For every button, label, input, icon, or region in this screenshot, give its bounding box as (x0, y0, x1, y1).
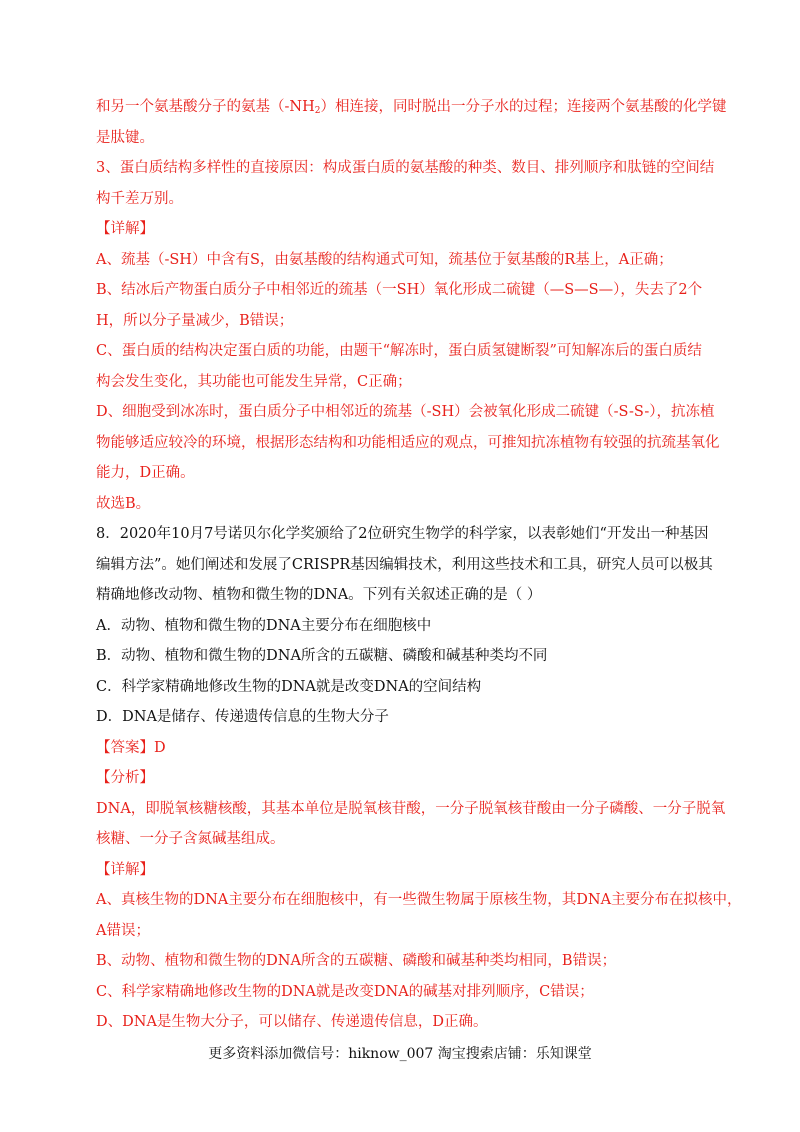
page-footer: 更多资料添加微信号：hiknow_007 淘宝搜索店铺：乐知课堂 (208, 1046, 592, 1062)
detail1-conclusion: 故选B。 (96, 495, 151, 512)
question8-option-a: A．动物、植物和微生物的DNA主要分布在细胞核中 (96, 617, 432, 634)
question8-line-1: 8．2020年10月7号诺贝尔化学奖颁给了2位研究生物学的科学家，以表彰她们“开发出一种基因 (96, 526, 709, 542)
analysis-heading: 【分析】 (96, 770, 154, 786)
detail2-option-a-line-2: A错误； (96, 922, 150, 939)
detail1-option-b-line-2: H，所以分子量减少，B错误； (96, 312, 294, 329)
detail-heading-1: 【详解】 (96, 221, 154, 237)
detail1-option-d-line-1: D、细胞受到冰冻时，蛋白质分子中相邻近的巯基（-SH）会被氧化形成二硫键（-S-S-），抗冻植 (96, 404, 715, 420)
question8-option-b: B．动物、植物和微生物的DNA所含的五碳糖、磷酸和碱基种类均不同 (96, 648, 548, 664)
detail1-option-d-line-2: 物能够适应较冷的环境，根据形态结构和功能相适应的观点，可推知抗冻植物有较强的抗巯基氧化 (96, 434, 720, 451)
question8-line-3: 精确地修改动物、植物和微生物的DNA。下列有关叙述正确的是（ ） (96, 587, 542, 603)
detail1-option-c-line-2: 构会发生变化，其功能也可能发生异常，C正确； (96, 373, 412, 390)
analysis-line-1: DNA，即脱氧核糖核酸，其基本单位是脱氧核苷酸，一分子脱氧核苷酸由一分子磷酸、一分子脱氧 (96, 800, 726, 817)
detail2-option-a-line-1: A、真核生物的DNA主要分布在细胞核中，有一些微生物属于原核生物，其DNA主要分布在拟核中， (96, 892, 742, 908)
detail2-option-d: D、DNA是生物大分子，可以储存、传递遗传信息，D正确。 (96, 1014, 488, 1030)
question8-option-d: D．DNA是储存、传递遗传信息的生物大分子 (96, 709, 389, 725)
detail2-option-c: C、科学家精确地修改生物的DNA就是改变DNA的碱基对排列顺序，C错误； (96, 983, 594, 1000)
question8-option-c: C．科学家精确地修改生物的DNA就是改变DNA的空间结构 (96, 678, 482, 695)
detail1-option-a: A、巯基（-SH）中含有S，由氨基酸的结构通式可知，巯基位于氨基酸的R基上，A正确； (96, 251, 673, 268)
intro-line-1-post: ）相连接，同时脱出一分子水的过程；连接两个氨基酸的化学键 (320, 99, 727, 115)
intro-line-1-pre: 和另一个氨基酸分子的氨基（-NH (96, 99, 315, 115)
intro-line-2: 是肽键。 (96, 129, 154, 146)
analysis-line-2: 核糖、一分子含氮碱基组成。 (96, 831, 285, 847)
question8-answer: 【答案】D (96, 739, 166, 756)
document-body (96, 92, 742, 1038)
nh2-subscript: 2 (314, 106, 321, 116)
intro-line-4: 构千差万别。 (96, 190, 183, 207)
intro-line-1 (96, 92, 727, 123)
intro-line-3: 3、蛋白质结构多样性的直接原因：构成蛋白质的氨基酸的种类、数目、排列顺序和肽链的空间结 (96, 160, 715, 176)
detail2-option-b: B、动物、植物和微生物的DNA所含的五碳糖、磷酸和碱基种类均相同，B错误； (96, 953, 617, 969)
detail1-option-c-line-1: C、蛋白质的结构决定蛋白质的功能，由题干“解冻时，蛋白质氢键断裂”可知解冻后的蛋白质结 (96, 343, 702, 359)
question8-line-2: 编辑方法”。她们阐述和发展了CRISPR基因编辑技术，利用这些技术和工具，研究人员可以极其 (96, 556, 713, 573)
detail1-option-d-line-3: 能力，D正确。 (96, 465, 195, 481)
detail1-option-b-line-1: B、结冰后产物蛋白质分子中相邻近的巯基（一SH）氧化形成二硫键（—S—S—），失去了2个 (96, 282, 703, 298)
detail-heading-2: 【详解】 (96, 861, 154, 878)
